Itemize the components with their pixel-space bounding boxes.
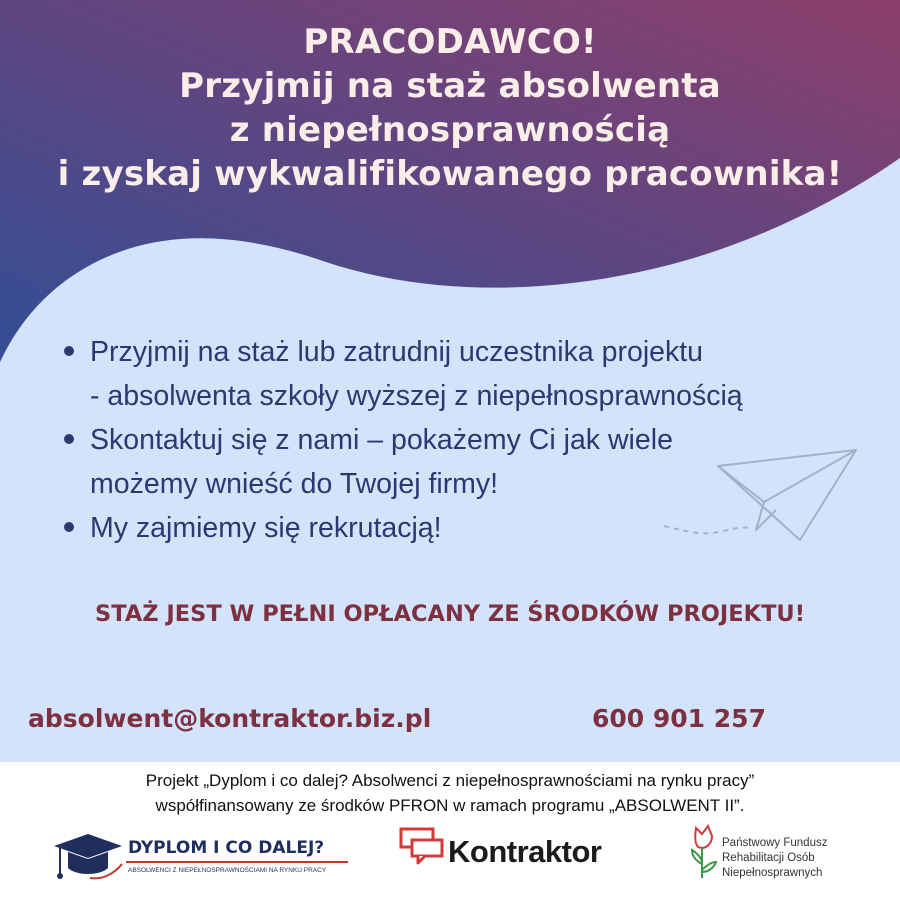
list-item xyxy=(58,330,878,418)
headline-line-4: i zyskaj wykwalifikowanego pracownika! xyxy=(57,154,843,194)
paper-plane-icon xyxy=(660,444,870,554)
dyplom-logo-title: DYPLOM I CO DALEJ? xyxy=(128,838,325,858)
list-item-line: - absolwenta szkoły wyższej z niepełnosprawnością xyxy=(90,380,743,412)
pfron-logo xyxy=(688,824,868,894)
list-item-line: My zajmiemy się rekrutacją! xyxy=(90,512,442,544)
pfron-logo-line: Państwowy Fundusz xyxy=(722,837,828,849)
phone-number[interactable]: 600 901 257 xyxy=(592,704,766,733)
speech-bubbles-icon xyxy=(398,826,448,866)
dyplom-logo-subtitle: ABSOLWENCI Z NIEPEŁNOSPRAWNOŚCIAMI NA RYNKU PRACY xyxy=(128,867,327,874)
kontraktor-logo xyxy=(398,826,628,886)
project-info-line-2: współfinansowany ze środków PFRON w ramach programu „ABSOLWENT II”. xyxy=(155,796,745,815)
list-item-line: możemy wnieść do Twojej firmy! xyxy=(90,468,499,500)
headline xyxy=(0,20,900,196)
pfron-logo-name xyxy=(722,836,827,881)
list-item-line: Przyjmij na staż lub zatrudnij uczestnika projektu xyxy=(90,336,704,368)
pfron-logo-line: Rehabilitacji Osób xyxy=(722,852,815,864)
dyplom-logo xyxy=(52,830,362,890)
kontraktor-logo-name: Kontraktor xyxy=(448,834,602,869)
graduation-cap-icon xyxy=(52,830,126,886)
headline-line-3: z niepełnosprawnością xyxy=(229,110,671,150)
headline-line-1: PRACODAWCO! xyxy=(303,22,597,62)
project-info-line-1: Projekt „Dyplom i co dalej? Absolwenci z niepełnosprawnościami na rynku pracy” xyxy=(145,771,755,790)
tulip-icon xyxy=(688,824,720,880)
list-item-line: Skontaktuj się z nami – pokażemy Ci jak wiele xyxy=(90,424,673,456)
footer xyxy=(0,762,900,900)
funded-note: STAŻ JEST W PEŁNI OPŁACANY ZE ŚRODKÓW PROJEKTU! xyxy=(95,601,805,627)
pfron-logo-line: Niepełnosprawnych xyxy=(722,867,823,879)
project-info xyxy=(0,768,900,818)
email-link[interactable]: absolwent@kontraktor.biz.pl xyxy=(28,704,432,733)
dyplom-logo-underline xyxy=(126,861,348,863)
headline-line-2: Przyjmij na staż absolwenta xyxy=(179,66,721,106)
